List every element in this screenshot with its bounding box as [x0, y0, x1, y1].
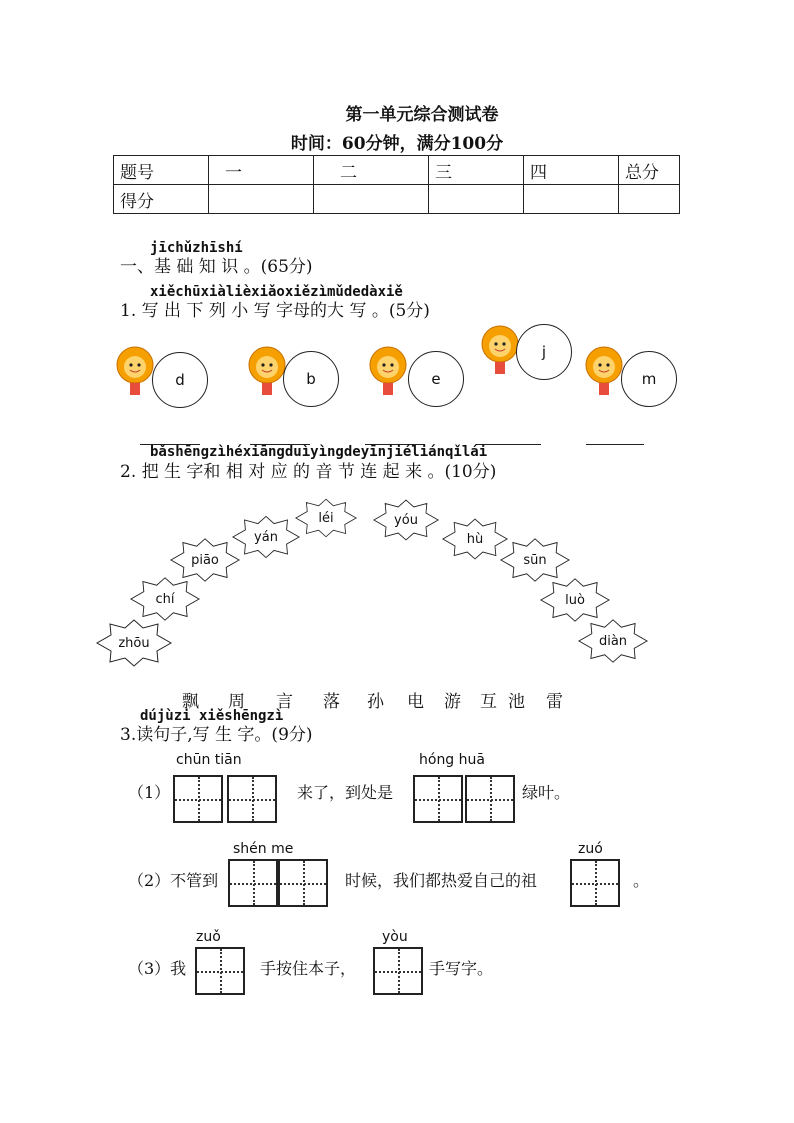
- character-item: 雷: [546, 692, 563, 712]
- section1-title: 一、基 础 知 识 。(65分): [120, 257, 313, 277]
- letter-circle: j: [516, 324, 572, 380]
- score-cell[interactable]: [429, 185, 524, 214]
- q1-pinyin: xiěchūxiàlièxiǎoxiězìmǔdedàxiě: [150, 284, 403, 300]
- syllable-label: chí: [155, 591, 175, 607]
- syllable-label: piāo: [191, 552, 219, 568]
- section1-pinyin: jīchǔzhīshí: [150, 240, 243, 256]
- s2-middle-text: 时候，我们都热爱自己的祖: [345, 871, 538, 890]
- letter-circle: d: [152, 352, 208, 408]
- character-item: 电: [407, 692, 424, 712]
- table-header-cell: 二: [314, 156, 429, 185]
- sunflower-icon: [584, 341, 624, 401]
- writing-grid[interactable]: [228, 859, 278, 907]
- syllable-star: [232, 512, 300, 562]
- character-item: 言: [276, 692, 293, 712]
- table-header-cell: 四: [524, 156, 619, 185]
- writing-grid[interactable]: [570, 859, 620, 907]
- table-row: [114, 156, 680, 185]
- syllable-label: yán: [254, 529, 278, 545]
- table-header-cell: 题号: [114, 156, 209, 185]
- syllable-label: diàn: [598, 633, 628, 649]
- syllable-label: zhōu: [118, 635, 150, 651]
- q2-pinyin: bǎshēngzìhéxiāngduìyìngdeyīnjiéliánqǐlái: [150, 444, 488, 460]
- s2-pinyin-a: shén me: [233, 841, 294, 857]
- syllable-label: sūn: [523, 552, 547, 568]
- syllable-label: yóu: [394, 512, 418, 528]
- character-item: 互: [480, 692, 497, 712]
- answer-line[interactable]: [586, 444, 644, 445]
- letter-circle: e: [408, 351, 464, 407]
- table-row-label: 得分: [114, 185, 209, 214]
- writing-grid[interactable]: [195, 947, 245, 995]
- q3-title: 3.读句子,写 生 字。(9分): [120, 725, 313, 745]
- score-cell[interactable]: [524, 185, 619, 214]
- sunflower-icon: [115, 341, 155, 401]
- q2-title: 2. 把 生 字和 相 对 应 的 音 节 连 起 来 。(10分): [120, 462, 497, 482]
- sunflower-icon: [247, 341, 287, 401]
- s2-end-text: 。: [633, 871, 650, 890]
- s1-pinyin-a: chūn tiān: [176, 752, 242, 768]
- score-cell[interactable]: [314, 185, 429, 214]
- table-header-cell: 总分: [619, 156, 680, 185]
- score-cell[interactable]: [209, 185, 314, 214]
- character-item: 孙: [367, 692, 384, 712]
- q3-pinyin: dújùzi xiěshēngzì: [140, 708, 284, 724]
- score-table: [113, 155, 680, 214]
- sunflower-icon: [480, 320, 520, 380]
- writing-grid[interactable]: [465, 775, 515, 823]
- letter-circle: m: [621, 351, 677, 407]
- s2-number: （2）不管到: [128, 871, 219, 890]
- s3-end-text: 手写字。: [429, 959, 494, 978]
- s1-pinyin-b: hóng huā: [419, 752, 485, 768]
- syllable-label: léi: [318, 510, 334, 526]
- syllable-star: [170, 537, 240, 583]
- page-subtitle: 时间：60分钟，满分100分: [290, 134, 504, 154]
- writing-grid[interactable]: [413, 775, 463, 823]
- s3-number: （3）我: [128, 959, 187, 978]
- s1-end-text: 绿叶。: [522, 783, 571, 802]
- syllable-star: [578, 617, 648, 665]
- character-item: 池: [508, 692, 525, 712]
- s2-pinyin-b: zuó: [578, 841, 603, 857]
- syllable-star: [96, 619, 172, 667]
- letter-circle: b: [283, 351, 339, 407]
- s1-number: （1）: [128, 783, 171, 802]
- page-title: 第一单元综合测试卷: [345, 105, 499, 125]
- writing-grid[interactable]: [278, 859, 328, 907]
- table-row: [114, 185, 680, 214]
- syllable-label: luò: [565, 592, 585, 608]
- character-item: 飘: [182, 692, 199, 712]
- character-item: 周: [228, 692, 245, 712]
- syllable-star: [295, 492, 357, 544]
- s3-pinyin-a: zuǒ: [196, 929, 221, 945]
- s3-pinyin-b: yòu: [382, 929, 408, 945]
- q1-title: 1. 写 出 下 列 小 写 字母的大 写 。(5分): [120, 301, 430, 321]
- score-cell[interactable]: [619, 185, 680, 214]
- character-item: 游: [444, 692, 461, 712]
- writing-grid[interactable]: [373, 947, 423, 995]
- s1-middle-text: 来了，到处是: [297, 783, 394, 802]
- syllable-star: [373, 494, 439, 546]
- table-header-cell: 三: [429, 156, 524, 185]
- writing-grid[interactable]: [227, 775, 277, 823]
- syllable-label: hù: [466, 531, 484, 547]
- character-item: 落: [323, 692, 340, 712]
- syllable-star: [442, 514, 508, 564]
- writing-grid[interactable]: [173, 775, 223, 823]
- sunflower-icon: [368, 341, 408, 401]
- table-header-cell: 一: [209, 156, 314, 185]
- s3-middle-text: 手按住本子，: [260, 959, 357, 978]
